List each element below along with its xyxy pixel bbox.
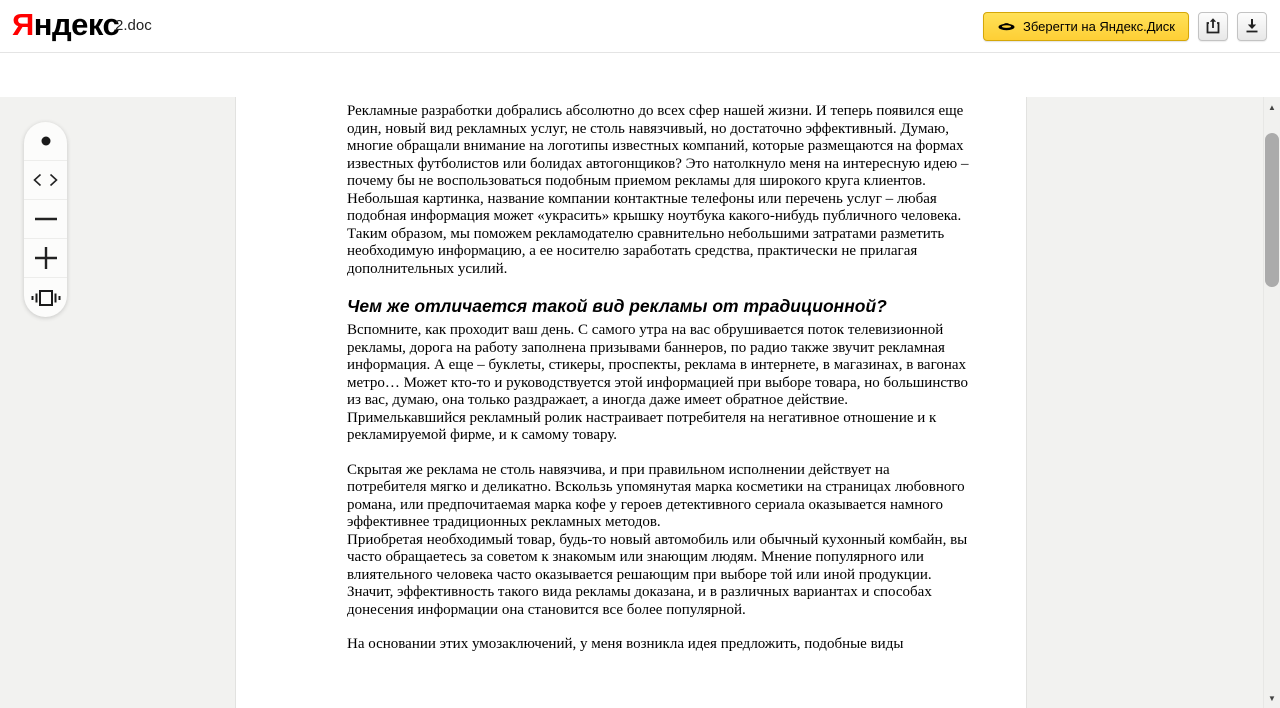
- viewer-tools-panel: [24, 122, 67, 317]
- document-paragraph: Приобретая необходимый товар, будь-то новый автомобиль или обычный кухонный комбайн, вы часто обращаетесь за советом к знакомым или знающим людям. Мнение популярного или влиятельного человека часто оказывается решающим при выборе той или иной продукции. Значит, эффективность такого вида рекламы доказана, и в различных вариантах и способах донесения информации она становится все более популярной.: [347, 531, 968, 618]
- yandex-logo-rest: ндекс: [33, 7, 120, 42]
- minus-icon: [34, 217, 58, 221]
- document-heading: Чем же отличается такой вид рекламы от традиционной?: [347, 296, 887, 316]
- page-nav-buttons[interactable]: [24, 161, 67, 200]
- zoom-in-button[interactable]: [24, 239, 67, 278]
- share-icon: [1205, 17, 1221, 37]
- fit-width-button[interactable]: [24, 278, 67, 317]
- document-paragraph: Вспомните, как проходит ваш день. С самого утра на вас обрушивается поток телевизионной рекламы, дорога на работу заполнена призывами баннеров, по радио также звучит рекламная информация. А еще – буклеты, стикеры, проспекты, реклама в интернете, в магазинах, в вагонах метро… Может кто-то и руководствуется этой информацией при выборе товара, но большинство из вас, думаю, она только раздражает, а иногда даже имеет обратное действие. Примелькавшийся рекламный ролик настраивает потребителя на негативное отношение и к рекламируемой фирме, и к самому товару.: [347, 322, 969, 443]
- vertical-scrollbar[interactable]: [1263, 97, 1280, 708]
- scroll-down-arrow[interactable]: ▼: [1268, 693, 1276, 703]
- document-viewer: [0, 97, 1280, 708]
- scrollbar-thumb[interactable]: [1265, 133, 1279, 287]
- header-buttons: [983, 12, 1267, 42]
- document-page: [235, 97, 1027, 708]
- save-to-yandex-disk-button[interactable]: [983, 12, 1189, 41]
- scroll-up-arrow[interactable]: ▲: [1268, 102, 1276, 112]
- yandex-disk-icon: [997, 18, 1016, 35]
- sub-toolbar-strip: [0, 54, 1280, 97]
- yandex-logo[interactable]: [12, 7, 119, 43]
- plus-icon: [34, 246, 58, 270]
- yandex-logo-letter: Я: [12, 7, 34, 42]
- document-paragraph: На основании этих умозаключений, у меня возникла идея предложить, подобные виды: [347, 636, 904, 652]
- download-button[interactable]: [1237, 12, 1267, 41]
- header-bar: [0, 0, 1280, 53]
- zoom-out-button[interactable]: [24, 200, 67, 239]
- share-button[interactable]: [1198, 12, 1228, 41]
- fit-width-icon: [31, 287, 61, 309]
- save-button-label: Зберегти на Яндекс.Диск: [1022, 19, 1175, 34]
- dot-icon: [41, 136, 51, 146]
- download-icon: [1244, 17, 1260, 37]
- document-title: 2.doc: [115, 17, 152, 34]
- document-paragraph: Скрытая же реклама не столь навязчива, и при правильном исполнении действует на потребителя мягко и деликатно. Вскользь упомянутая марка косметики на страницах любовного романа, или предпочитаемая марка кофе у героев детективного сериала оказывается намного эффективнее традиционных рекламных методов.: [347, 461, 965, 530]
- chevron-left-icon[interactable]: [33, 173, 42, 187]
- document-page-content: [347, 103, 969, 654]
- chevron-right-icon[interactable]: [49, 173, 58, 187]
- marker-dot-button[interactable]: [24, 122, 67, 161]
- document-paragraph: Рекламные разработки добрались абсолютно до всех сфер нашей жизни. И теперь появился еще один, новый вид рекламных услуг, не столь навязчивый, но достаточно эффективный. Думаю, многие обращали внимание на логотипы известных компаний, которые размещаются на формах известных футболистов или болидах автогонщиков? Это натолкнуло меня на интересную идею – почему бы не воспользоваться подобным приемом рекламы для широкого круга клиентов. Небольшая картинка, название компании контактные телефоны или перечень услуг – любая подобная информация может «украсить» крышку ноутбука какого-нибудь публичного человека. Таким образом, мы поможем рекламодателю сравнительно небольшими затратами разметить необходимую информацию, а ее носителю заработать средства, практически не прилагая дополнительных усилий.: [347, 103, 969, 277]
